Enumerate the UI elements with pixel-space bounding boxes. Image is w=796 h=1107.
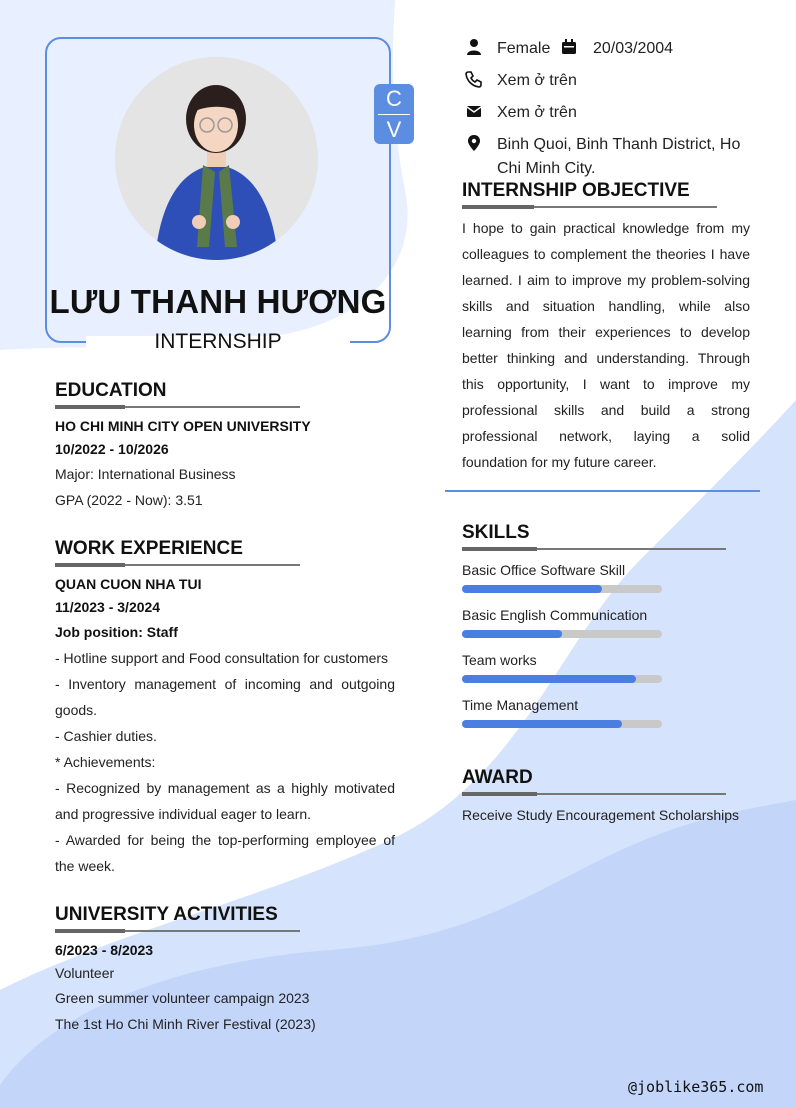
skill-bar-track (462, 630, 662, 638)
work-line: * Achievements: (55, 754, 156, 770)
objective-line: skills and situation handling, while also (462, 298, 750, 314)
objective-line: professional skills and build a strong (462, 402, 750, 418)
work-line: - Cashier duties. (55, 728, 157, 744)
education-period: 10/2022 - 10/2026 (55, 441, 169, 457)
skill-bar-track (462, 585, 662, 593)
skill-bar-fill (462, 585, 602, 593)
education-title: EDUCATION (55, 380, 167, 401)
objective-line: foundation for my future career. (462, 454, 657, 470)
work-line: - Awarded for being the top-performing employee of (55, 832, 395, 848)
skills-title: SKILLS (462, 522, 530, 543)
objective-line: professional network, laying a solid (462, 428, 750, 444)
education-school: HO CHI MINH CITY OPEN UNIVERSITY (55, 418, 311, 434)
objective-underline (462, 206, 717, 208)
education-major: Major: International Business (55, 466, 236, 482)
candidate-role: INTERNSHIP (154, 330, 282, 353)
activities-line: The 1st Ho Chi Minh River Festival (2023) (55, 1016, 316, 1032)
work-line: - Inventory management of incoming and outgoing (55, 676, 395, 692)
cv-badge (374, 84, 414, 144)
skills-underline (462, 548, 726, 550)
objective-line: this opportunity, I want to improve my (462, 376, 750, 392)
skill-label: Basic English Communication (462, 607, 648, 623)
work-underline (55, 564, 300, 566)
address-line-2: Chi Minh City. (497, 160, 596, 177)
award-title: AWARD (462, 767, 533, 788)
skill-label: Time Management (462, 697, 579, 713)
activities-line: Volunteer (55, 965, 115, 981)
objective-line: learning from their experiences to develop (462, 324, 750, 340)
education-gpa: GPA (2022 - Now): 3.51 (55, 492, 203, 508)
gender-text: Female (497, 40, 551, 57)
phone-icon (465, 70, 483, 88)
work-line: the week. (55, 858, 115, 874)
activities-underline (55, 930, 300, 932)
phone-text: Xem ở trên (497, 72, 577, 89)
skill-bar-fill (462, 675, 636, 683)
skill-bar-track (462, 675, 662, 683)
education-underline (55, 406, 300, 408)
work-position: Job position: Staff (55, 624, 178, 640)
award-text: Receive Study Encouragement Scholarships (462, 807, 740, 823)
user-icon (465, 38, 483, 56)
objective-line: learned. I aim to improve my problem-solving (462, 272, 750, 288)
person-photo-icon (115, 57, 318, 260)
address-line-1: Binh Quoi, Binh Thanh District, Ho (497, 136, 741, 153)
footer-website[interactable]: @joblike365.com (628, 1078, 764, 1096)
cv-badge-letter-v: V (386, 117, 402, 142)
skill-label: Basic Office Software Skill (462, 562, 626, 578)
work-line: goods. (55, 702, 98, 718)
activities-period: 6/2023 - 8/2023 (55, 942, 154, 958)
objective-line: colleagues to complement the theories I have (462, 246, 750, 262)
section-divider (445, 490, 760, 492)
cv-badge-letter-c: C (386, 86, 402, 111)
work-line: - Hotline support and Food consultation for customers (55, 650, 389, 666)
work-period: 11/2023 - 3/2024 (55, 599, 161, 615)
objective-title: INTERNSHIP OBJECTIVE (462, 180, 690, 201)
objective-line: better thinking and understanding. Through (462, 350, 750, 366)
activities-title: UNIVERSITY ACTIVITIES (55, 904, 278, 925)
skill-bar-track (462, 720, 662, 728)
skill-bar-fill (462, 630, 562, 638)
work-line: - Recognized by management as a highly motivated (55, 780, 395, 796)
objective-line: I hope to gain practical knowledge from my (462, 220, 750, 236)
work-title: WORK EXPERIENCE (55, 538, 243, 559)
avatar (115, 57, 318, 260)
activities-line: Green summer volunteer campaign 2023 (55, 990, 310, 1006)
mail-icon (465, 102, 483, 120)
work-company: QUAN CUON NHA TUI (55, 576, 202, 592)
skill-bar-fill (462, 720, 622, 728)
award-underline (462, 793, 726, 795)
calendar-icon (560, 38, 578, 56)
location-icon (465, 134, 483, 152)
skill-label: Team works (462, 652, 537, 668)
candidate-name: LƯU THANH HƯƠNG (49, 283, 387, 320)
birthdate-text: 20/03/2004 (593, 40, 674, 57)
work-line: and progressive individual eager to learn. (55, 806, 312, 822)
email-text: Xem ở trên (497, 104, 577, 121)
